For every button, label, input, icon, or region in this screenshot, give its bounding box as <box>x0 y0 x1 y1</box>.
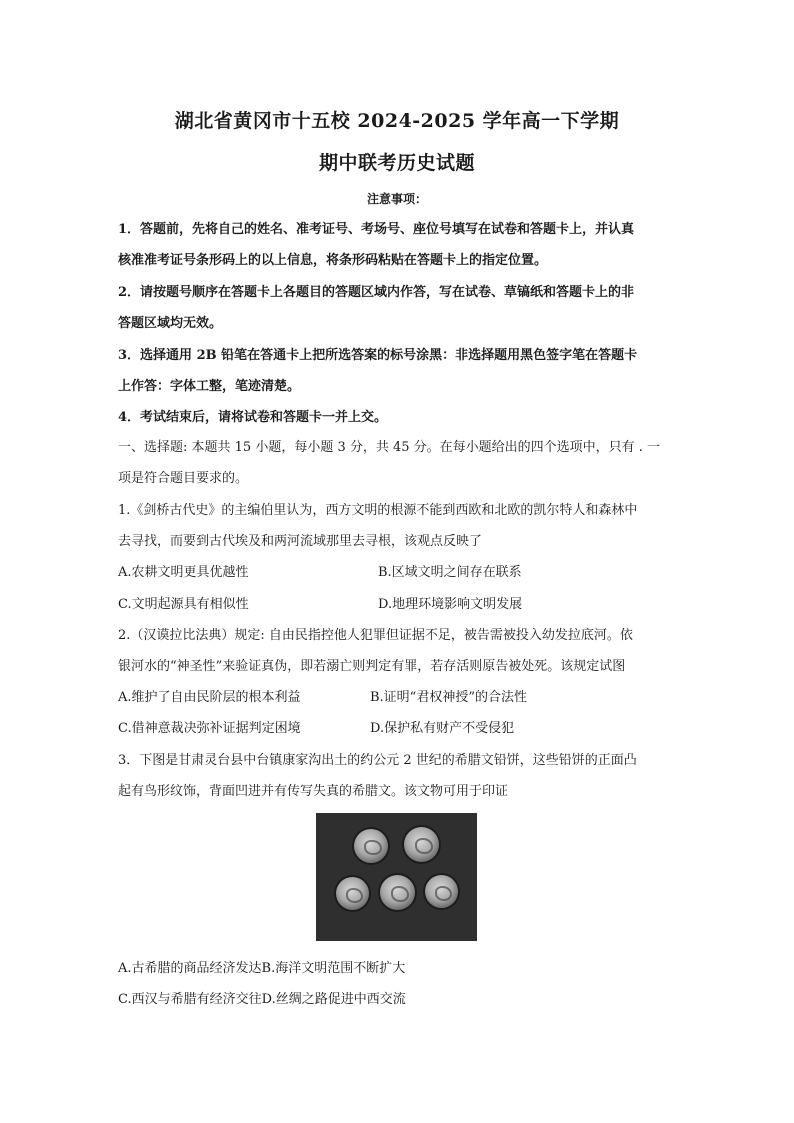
lead-coin <box>404 827 439 862</box>
notice-line: 1．答题前，先将自己的姓名、准考证号、考场号、座位号填写在试卷和答题卡上，并认真 <box>118 222 635 237</box>
question-1-stem: 1.《剑桥古代史》的主编伯里认为，西方文明的根源不能到西欧和北欧的凯尔特人和森林中 <box>118 503 638 518</box>
notice-line: 4．考试结束后，请将试卷和答题卡一并上交。 <box>118 410 388 425</box>
question-3-option-b: B.海洋文明范围不断扩大 <box>261 961 406 976</box>
notice-line: 2．请按题号顺序在答题卡上各题目的答题区域内作答，写在试卷、草镐纸和答题卡上的非 <box>118 285 635 300</box>
question-2-option-b: B.证明“君权神授”的合法性 <box>370 690 527 705</box>
question-3-options-line-1 <box>118 957 405 976</box>
notice-line: 上作答：字体工整，笔迹清楚。 <box>118 379 301 394</box>
question-2-option-d: D.保护私有财产不受侵犯 <box>370 721 515 736</box>
lead-coin <box>425 875 458 908</box>
lead-coin <box>354 829 388 863</box>
section-instruction: 项是符合题目要求的。 <box>118 471 249 486</box>
question-1-option-b: B.区域文明之间存在联系 <box>378 565 522 580</box>
question-1-option-c: C.文明起源具有相似性 <box>118 597 249 612</box>
question-3-option-c: C.西汉与希腊有经济交往 <box>118 992 262 1007</box>
lead-coin <box>380 875 415 910</box>
notice-line: 3．选择通用 2B 铅笔在答通卡上把所选答案的标号涂黑：非选择题用黑色签字笔在答题卡 <box>118 348 638 363</box>
section-instruction: 一、选择题: 本题共 15 小题，每小题 3 分，共 45 分。在每小题给出的四个选项中，只有 . 一 <box>118 440 661 455</box>
notice-line: 答题区域均无效。 <box>118 316 223 331</box>
question-3-stem: 起有鸟形纹饰，背面凹进并有传写失真的希腊文。该文物可用于印证 <box>118 784 509 799</box>
question-2-option-c: C.借神意裁决弥补证据判定困境 <box>118 721 301 736</box>
exam-title: 湖北省黄冈市十五校 2024-2025 学年高一下学期 <box>174 110 620 132</box>
lead-coin <box>336 877 369 910</box>
question-2-option-a: A.维护了自由民阶层的根本利益 <box>118 690 301 705</box>
notice-line: 核准准考证号条形码上的以上信息，将条形码粘贴在答题卡上的指定位置。 <box>118 253 548 268</box>
lead-coins-photo <box>316 813 477 941</box>
question-3-options-line-2 <box>118 988 406 1007</box>
question-1-option-a: A.农耕文明更具优越性 <box>118 565 249 580</box>
question-3-stem: 3．下图是甘肃灵台县中台镇康家沟出土的约公元 2 世纪的希腊文铅饼，这些铅饼的正面凸 <box>118 753 637 768</box>
question-1-stem: 去寻找，而要到古代埃及和两河流域那里去寻根，该观点反映了 <box>118 534 483 549</box>
question-3-option-d: D.丝绸之路促进中西交流 <box>261 992 406 1007</box>
notice-heading: 注意事项： <box>366 192 427 206</box>
question-2-stem: 2.（汉谟拉比法典）规定: 自由民指控他人犯罪但证据不足，被告需被投入幼发拉底河。依 <box>118 628 633 643</box>
question-2-stem: 银河水的“神圣性”来验证真伪，即若溺亡则判定有罪，若存活则原告被处死。该规定试图 <box>118 659 626 674</box>
question-1-option-d: D.地理环境影响文明发展 <box>378 597 523 612</box>
question-3-option-a: A.古希腊的商品经济发达 <box>118 961 262 976</box>
exam-subtitle: 期中联考历史试题 <box>318 152 475 174</box>
